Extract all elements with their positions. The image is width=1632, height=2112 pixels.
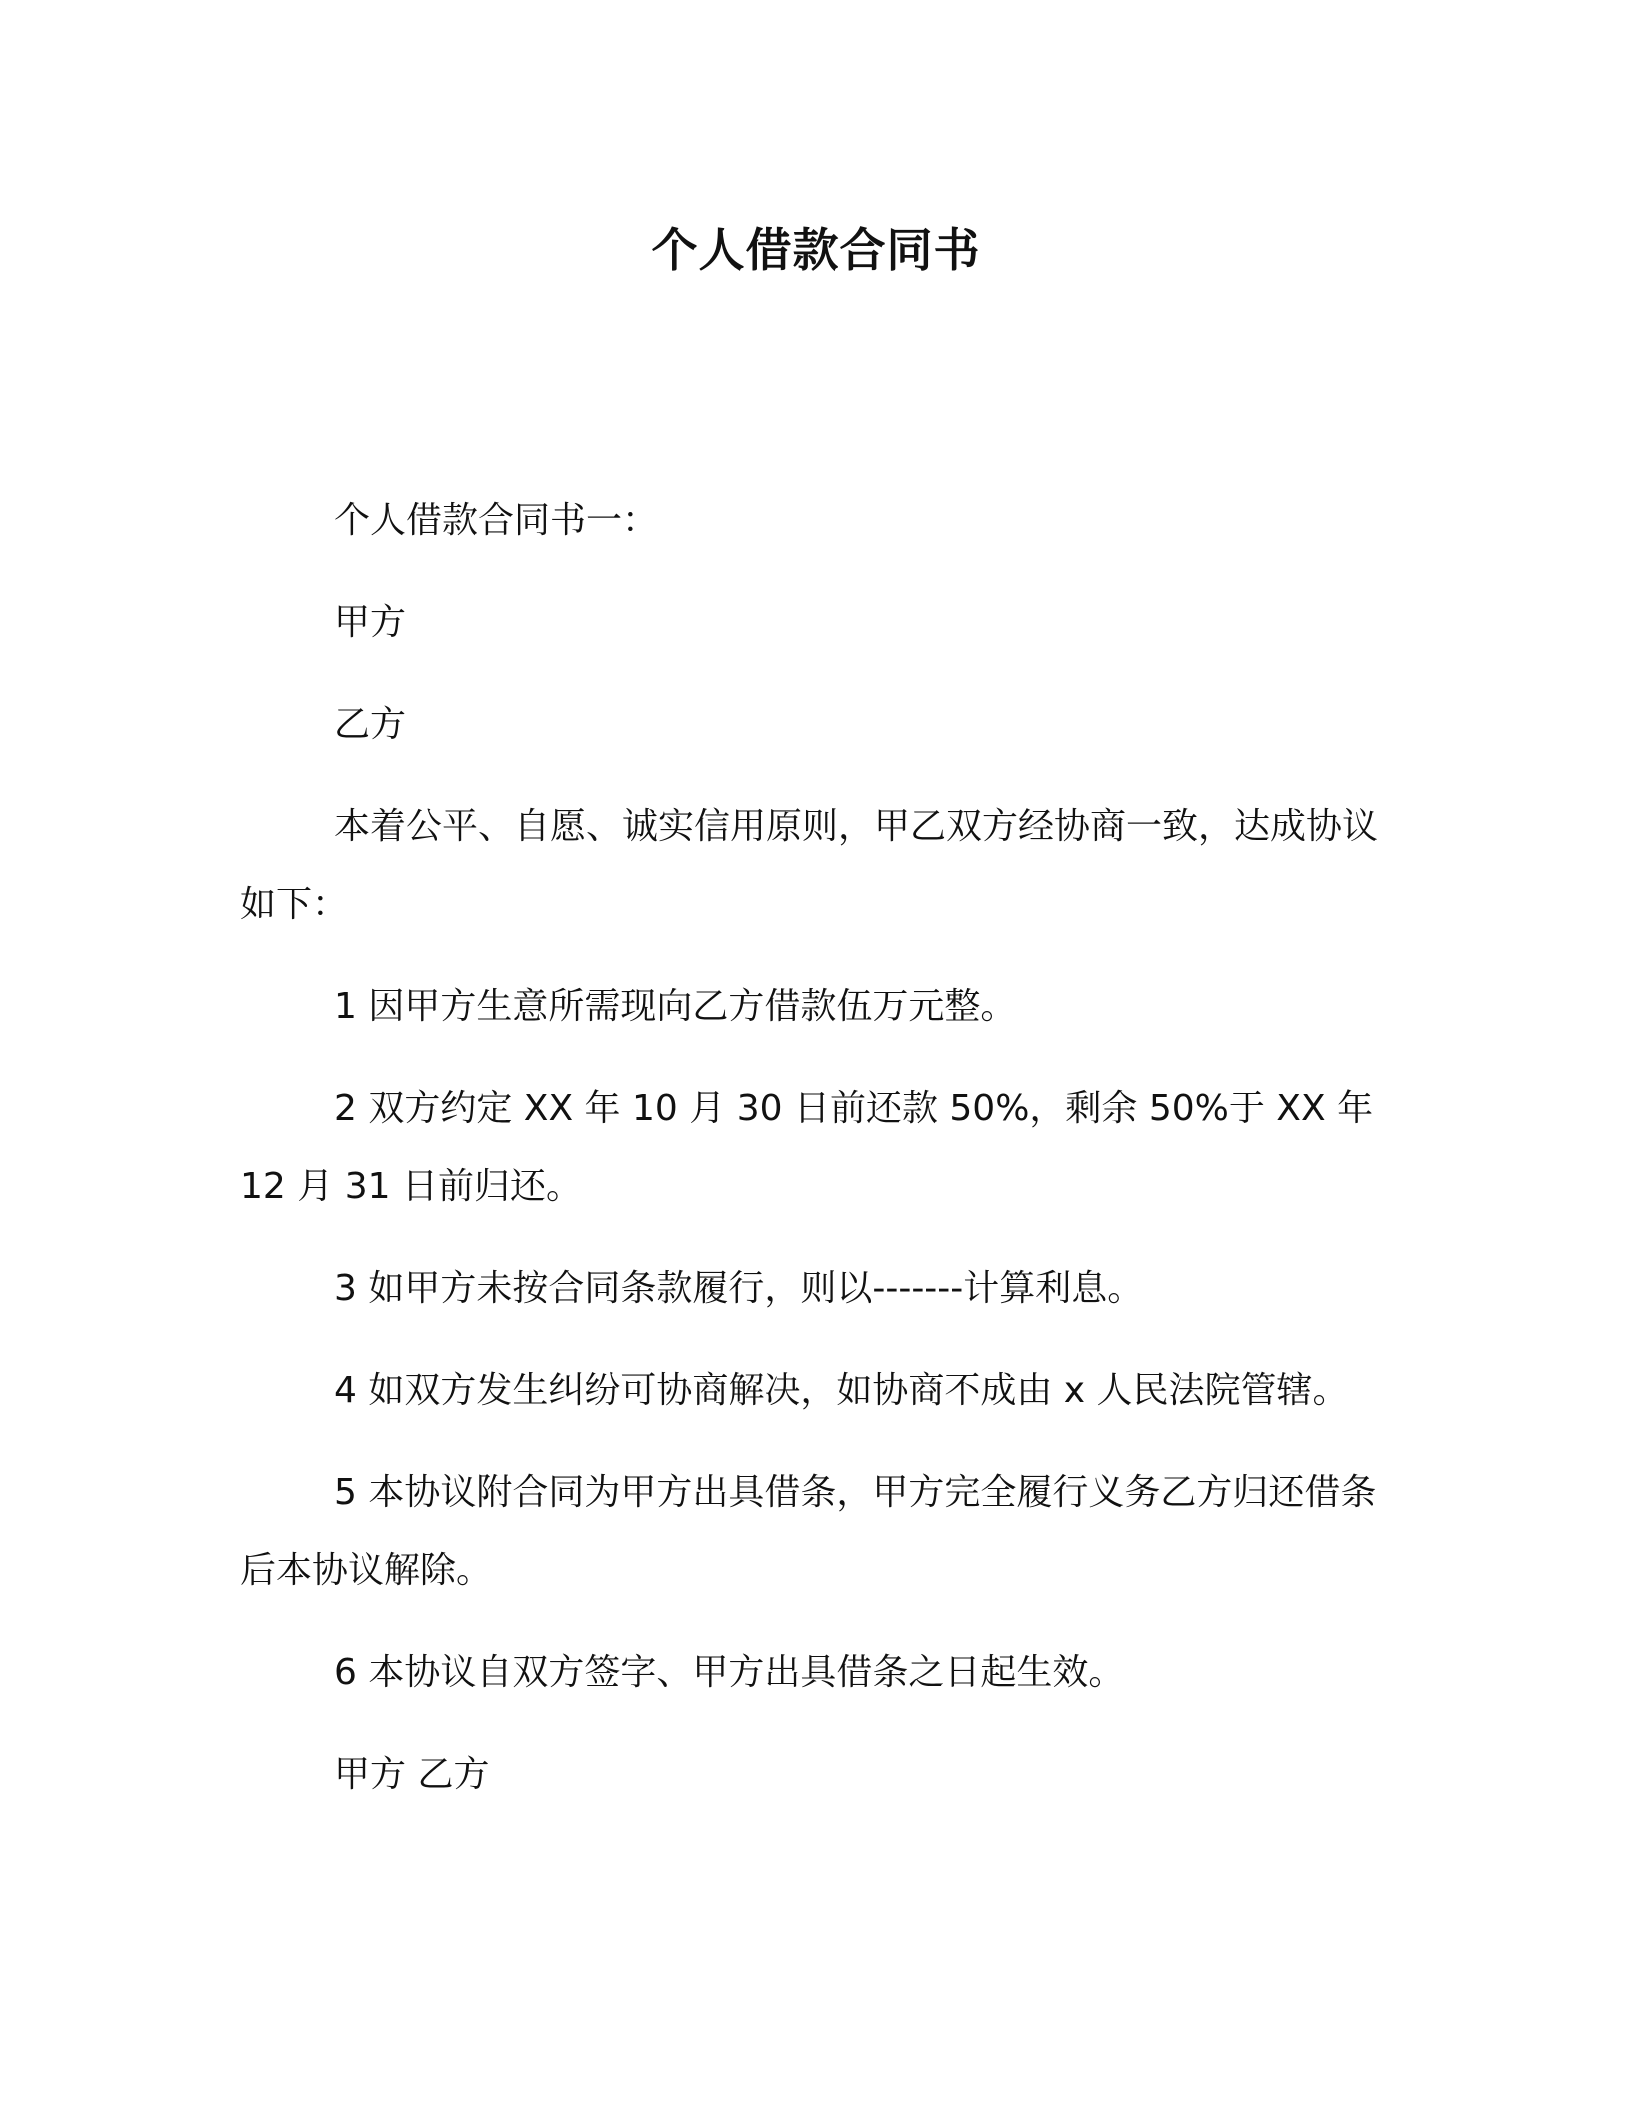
paragraph-preamble: 本着公平、自愿、诚实信用原则，甲乙双方经协商一致，达成协议如下： bbox=[240, 806, 1379, 925]
document-title: 个人借款合同书 bbox=[651, 223, 981, 277]
paragraph-party-b: 乙方 bbox=[334, 704, 407, 745]
paragraph-subtitle: 个人借款合同书一： bbox=[334, 500, 659, 541]
paragraph-clause-6: 6 本协议自双方签字、甲方出具借条之日起生效。 bbox=[334, 1652, 1125, 1693]
paragraph-clause-4: 4 如双方发生纠纷可协商解决，如协商不成由 x 人民法院管辖。 bbox=[334, 1370, 1349, 1411]
paragraph-clause-5: 5 本协议附合同为甲方出具借条，甲方完全履行义务乙方归还借条后本协议解除。 bbox=[240, 1472, 1377, 1591]
paragraph-signatures: 甲方 乙方 bbox=[334, 1754, 490, 1795]
paragraph-clause-2: 2 双方约定 XX 年 10 月 30 日前还款 50%，剩余 50%于 XX 年 12 月 31 日前归还。 bbox=[240, 1088, 1374, 1207]
paragraph-party-a: 甲方 bbox=[334, 602, 407, 643]
paragraph-clause-1: 1 因甲方生意所需现向乙方借款伍万元整。 bbox=[334, 986, 1017, 1027]
paragraph-clause-3: 3 如甲方未按合同条款履行，则以-------计算利息。 bbox=[334, 1268, 1144, 1309]
